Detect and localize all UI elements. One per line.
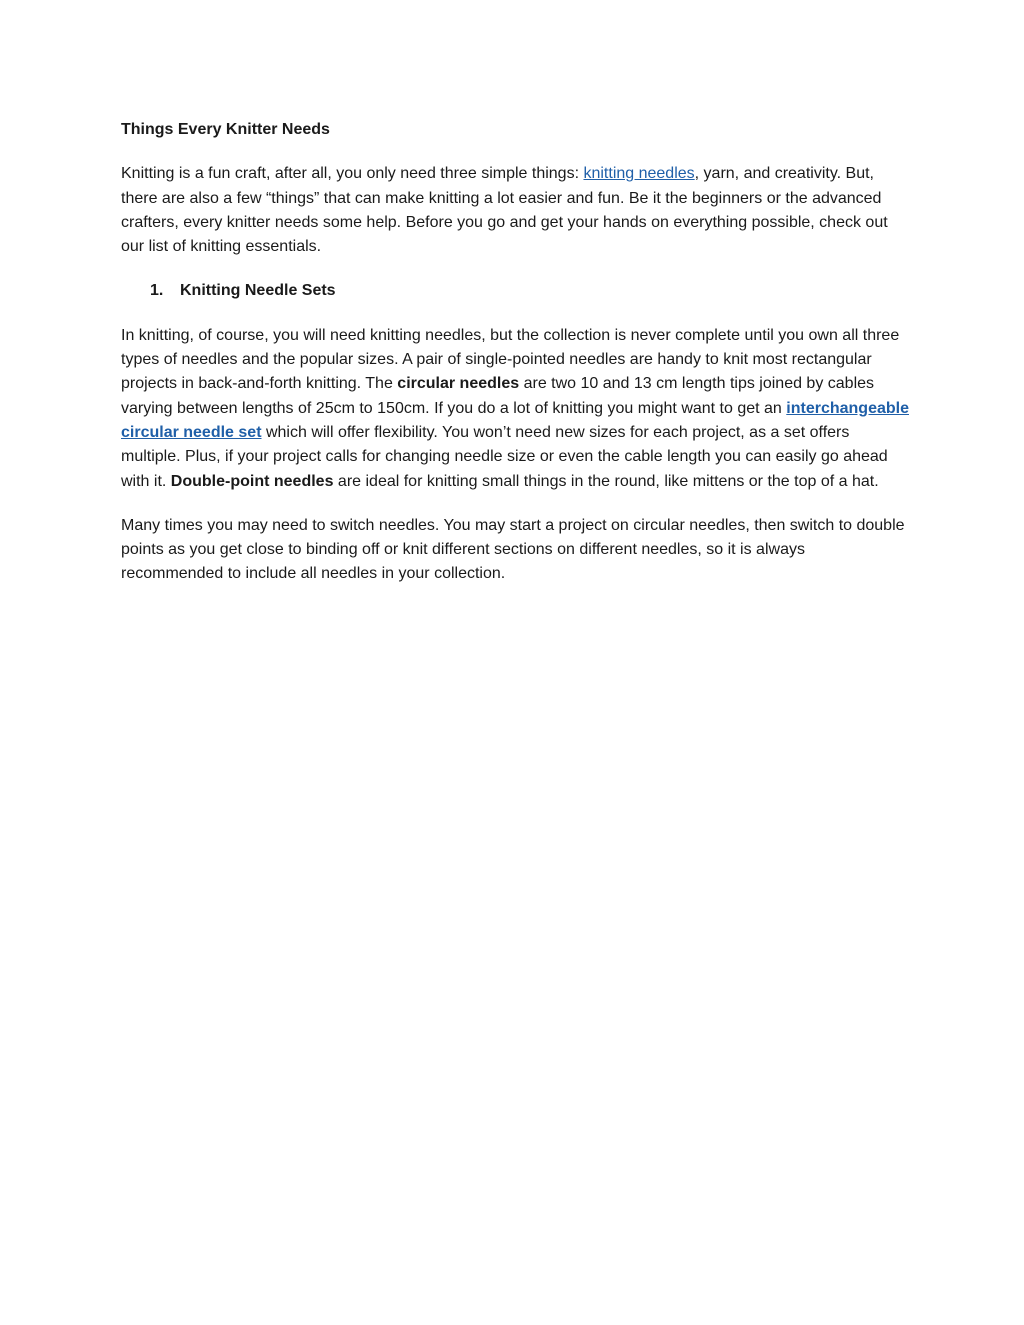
needle-text-part1: In knitting, of course, you will need knitting needles, but the collection is never complete until you own all three types of needles and the popular sizes. A pair of single-pointed needles are handy to knit most rectangular projects in back-and-forth knitting. The	[121, 326, 900, 393]
double-point-needles-bold: Double-point needles	[170, 472, 334, 490]
needle-text-part3: which will offer flexibility. You won’t need new sizes for each project, as a set offers multiple. Plus, if your project calls for changing needle size or even the cable length you can easily go ahead with it.	[121, 423, 888, 490]
section-heading-needle-sets	[121, 279, 911, 303]
intro-text-after-link: , yarn, and creativity. But, there are also a few “things” that can make knitting a lot easier and fun. Be it the beginners or the advanced crafters, every knitter needs some help. Before you go and get your hands on everything possible, check out our list of knitting essentials.	[121, 165, 888, 256]
needle-text-part2: are two 10 and 13 cm length tips joined by cables varying between lengths of 25cm to 150cm. If you do a lot of knitting you might want to get an	[121, 375, 875, 417]
knitting-needles-link[interactable]: knitting needles	[583, 165, 695, 183]
section-number: 1.	[150, 282, 164, 300]
needle-text-part4: are ideal for knitting small things in the round, like mittens or the top of a hat.	[333, 472, 879, 490]
interchangeable-needle-set-link[interactable]: interchangeable circular needle set	[121, 399, 909, 441]
document-page	[121, 118, 911, 607]
intro-text-before-link: Knitting is a fun craft, after all, you only need three simple things:	[121, 165, 584, 183]
intro-paragraph	[121, 162, 911, 259]
needle-sets-paragraph	[121, 324, 911, 494]
switch-needles-paragraph: Many times you may need to switch needles. You may start a project on circular needles, then switch to double points as you get close to binding off or knit different sections on different needles, so it is always recommended to include all needles in your collection.	[121, 516, 905, 583]
section-heading-text: Knitting Needle Sets	[180, 282, 336, 300]
circular-needles-bold: circular needles	[397, 375, 520, 393]
document-title: Things Every Knitter Needs	[121, 121, 330, 138]
